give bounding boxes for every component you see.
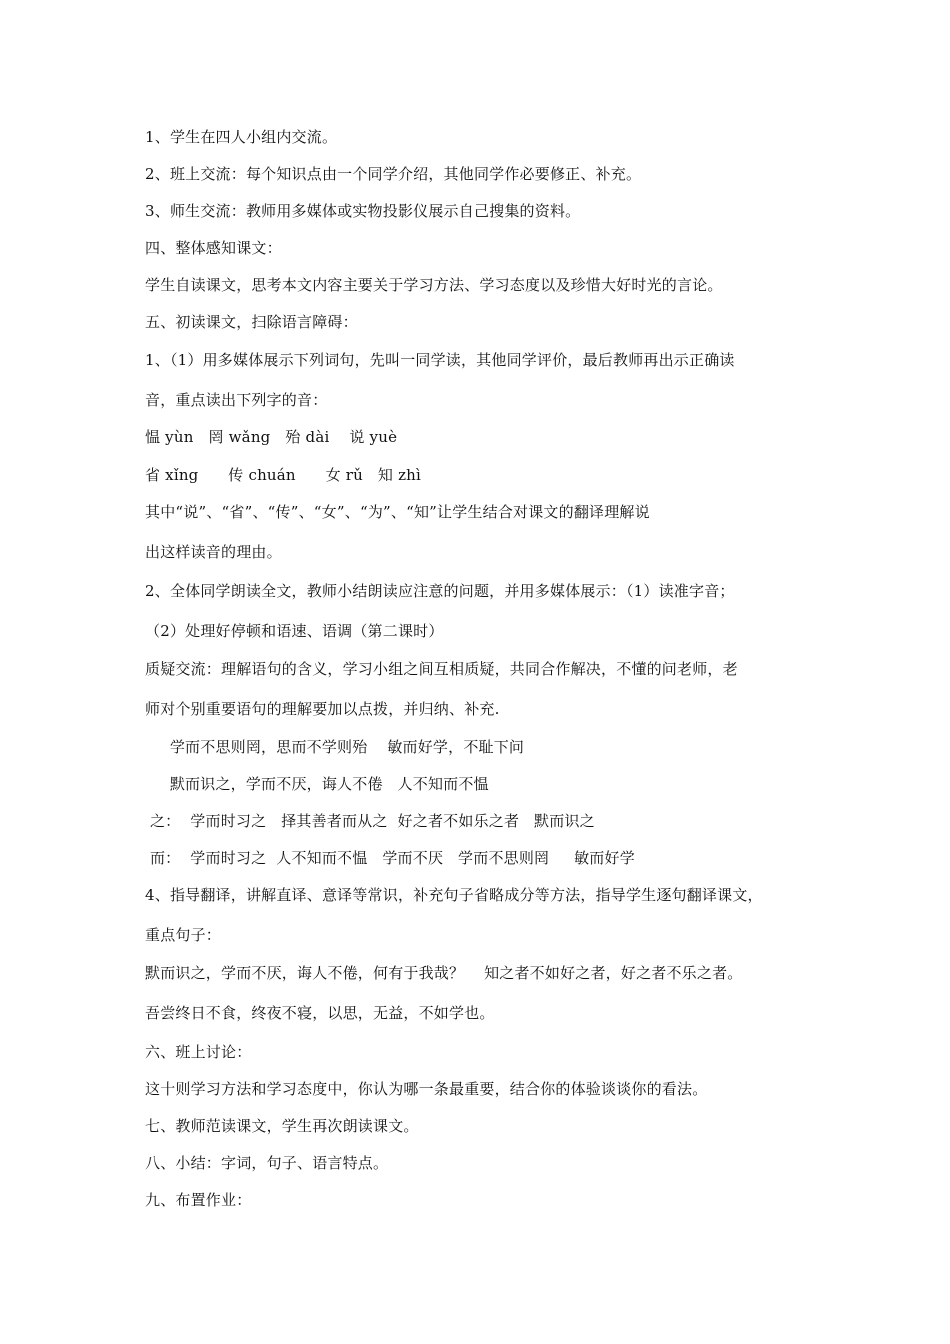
usage-line: 而： 学而时习之 人不知而不愠 学而不厌 学而不思则罔 敏而好学 [145,849,635,867]
text-line: 3、师生交流：教师用多媒体或实物投影仪展示自己搜集的资料。 [145,202,581,220]
text-line: 师对个别重要语句的理解要加以点拨，并归纳、补充. [145,700,500,718]
section-heading: 六、班上讨论： [145,1043,252,1061]
text-line: 学生自读课文，思考本文内容主要关于学习方法、学习态度以及珍惜大好时光的言论。 [145,276,723,294]
section-heading: 九、布置作业： [145,1191,252,1209]
section-heading: 七、教师范读课文，学生再次朗读课文。 [145,1117,419,1135]
text-line: 质疑交流：理解语句的含义，学习小组之间互相质疑，共同合作解决，不懂的问老师，老 [145,660,738,678]
text-line: （2）处理好停顿和语速、语调（第二课时） [145,622,444,640]
text-line: 4、指导翻译，讲解直译、意译等常识，补充句子省略成分等方法，指导学生逐句翻译课文， [145,886,763,904]
text-line: 2、全体同学朗读全文，教师小结朗读应注意的问题，并用多媒体展示：（1）读准字音； [145,582,735,600]
text-line: 音，重点读出下列字的音： [145,391,328,409]
section-heading: 八、小结：字词，句子、语言特点。 [145,1154,389,1172]
pinyin-line: 愠 yùn 罔 wǎng 殆 dài 说 yuè [145,428,398,446]
text-line: 吾尝终日不食，终夜不寝，以思，无益，不如学也。 [145,1004,495,1022]
usage-line: 之： 学而时习之 择其善者而从之 好之者不如乐之者 默而识之 [145,812,595,830]
section-heading: 五、初读课文，扫除语言障碍： [145,313,358,331]
text-line: 默而识之，学而不厌，诲人不倦，何有于我哉？ 知之者不如好之者，好之者不乐之者。 [145,964,743,982]
section-heading: 四、整体感知课文： [145,239,282,257]
text-line: 2、班上交流：每个知识点由一个同学介绍，其他同学作必要修正、补充。 [145,165,642,183]
text-line: 重点句子： [145,926,222,944]
text-line: 1、学生在四人小组内交流。 [145,128,338,146]
quote-line: 学而不思则罔，思而不学则殆 敏而好学，不耻下问 [145,738,525,756]
pinyin-line: 省 xǐng 传 chuán 女 rǔ 知 zhì [145,466,422,484]
text-line: 其中“说”、“省”、“传”、“女”、“为”、“知”让学生结合对课文的翻译理解说 [145,503,650,521]
text-line: 这十则学习方法和学习态度中，你认为哪一条最重要，结合你的体验谈谈你的看法。 [145,1080,708,1098]
quote-line: 默而识之，学而不厌，诲人不倦 人不知而不愠 [145,775,489,793]
text-line: 1、（1）用多媒体展示下列词句，先叫一同学读，其他同学评价，最后教师再出示正确读 [145,351,735,369]
text-line: 出这样读音的理由。 [145,543,282,561]
